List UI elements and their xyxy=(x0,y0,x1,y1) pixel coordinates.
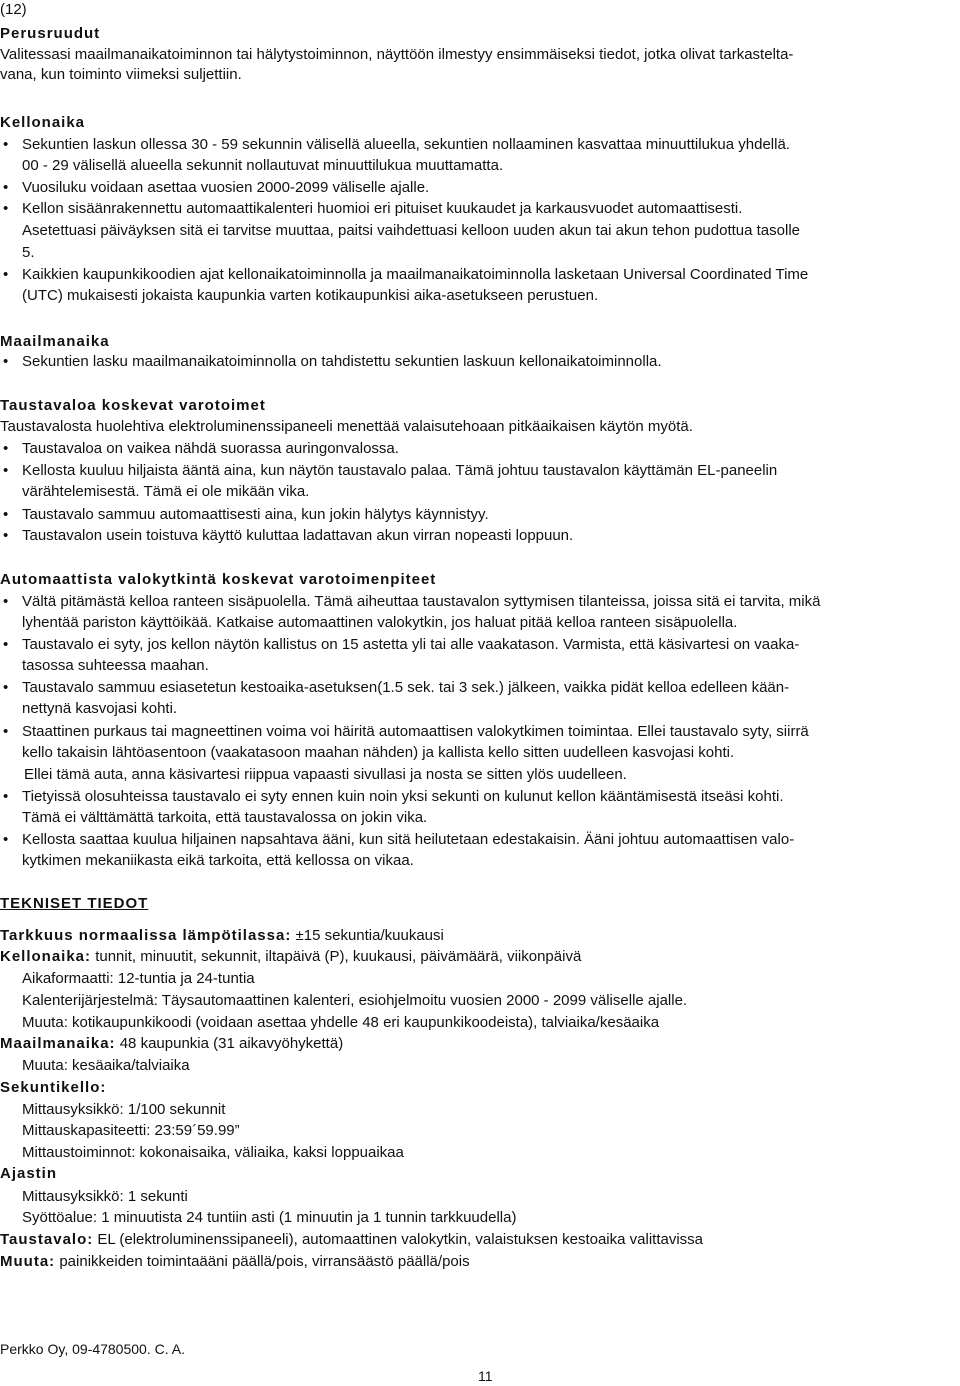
paragraph-line: Valitessasi maailmanaikatoiminnon tai hälytystoiminnon, näyttöön ilmestyy ensimmäiseksi tiedot, jotka olivat tarkasteltа- xyxy=(0,46,794,63)
bullet-icon: • xyxy=(3,593,9,610)
spec-label: Tarkkuus normaalissa lämpötilassa: xyxy=(0,927,292,944)
bullet-icon: • xyxy=(3,636,9,653)
spec-value: tunnit, minuutit, sekunnit, iltapäivä (P), kuukausi, päivämäärä, viikonpäivä xyxy=(95,948,582,965)
heading-tekniset-tiedot: TEKNISET TIEDOT xyxy=(0,895,149,912)
bullet-icon: • xyxy=(3,179,9,196)
bullet-icon: • xyxy=(3,723,9,740)
list-item-continuation: 00 - 29 välisellä alueella sekunnit nollautuvat minuuttilukua muuttamatta. xyxy=(22,157,504,174)
paragraph-line: vana, kun toiminto viimeksi suljettiin. xyxy=(0,66,242,83)
spec-label: Kellonaika: xyxy=(0,948,92,965)
list-item: Taustavalo sammuu esiasetetun kestoaika-asetuksen(1.5 sek. tai 3 sek.) jälkeen, vaikka pidät kelloa edelleen kään- xyxy=(22,679,790,696)
spec-value: painikkeiden toimintaääni päällä/pois, virransäästö päällä/pois xyxy=(59,1253,470,1270)
list-item-continuation: Ellei tämä auta, anna käsivartesi riippua vapaasti sivullasi ja nosta se sitten ylös uudelleen. xyxy=(24,766,627,783)
list-item-continuation: tasossa suhteessa maahan. xyxy=(22,657,209,674)
list-item-continuation: 5. xyxy=(22,244,35,261)
bullet-icon: • xyxy=(3,200,9,217)
spec-other xyxy=(0,1252,470,1272)
spec-stopwatch-label: Sekuntikello: xyxy=(0,1079,107,1096)
spec-label: Taustavalo: xyxy=(0,1231,94,1248)
spec-detail: Kalenterijärjestelmä: Täysautomaattinen kalenteri, esiohjelmoitu vuosien 2000 - 2099 väliselle ajalle. xyxy=(22,992,688,1009)
spec-detail: Mittauskapasiteetti: 23:59´59.99” xyxy=(22,1122,240,1139)
footer-company: Perkko Oy, 09-4780500. C. A. xyxy=(0,1341,185,1357)
heading-perusruudut: Perusruudut xyxy=(0,25,101,42)
bullet-icon: • xyxy=(3,527,9,544)
list-item-continuation: Tämä ei välttämättä tarkoita, että taustavalossa on jokin vika. xyxy=(22,809,428,826)
heading-kellonaika: Kellonaika xyxy=(0,114,86,131)
list-item: Taustavalon usein toistuva käyttö kuluttaa ladattavan akun virran nopeasti loppuun. xyxy=(22,527,574,544)
spec-backlight xyxy=(0,1230,703,1250)
list-item: Vuosiluku voidaan asettaa vuosien 2000-2099 väliselle ajalle. xyxy=(22,179,430,196)
spec-label: Muuta: xyxy=(0,1253,56,1270)
bullet-icon: • xyxy=(3,506,9,523)
spec-detail: Mittausyksikkö: 1/100 sekunnit xyxy=(22,1101,226,1118)
bullet-icon: • xyxy=(3,831,9,848)
spec-detail: Aikaformaatti: 12-tuntia ja 24-tuntia xyxy=(22,970,255,987)
list-item: Sekuntien laskun ollessa 30 - 59 sekunnin välisellä alueella, sekuntien nollaaminen kasvattaa minuuttilukua yhdellä. xyxy=(22,136,790,153)
spec-detail: Muuta: kotikaupunkikoodi (voidaan asettaa yhdelle 48 eri kaupunkikoodeista), talviaika/kesäaika xyxy=(22,1014,660,1031)
list-item: Taustavalo sammuu automaattisesti aina, kun jokin hälytys käynnistyy. xyxy=(22,506,489,523)
list-item-continuation: (UTC) mukaisesti jokaista kaupunkia varten kotikaupunkisi aika-asetukseen perustuen. xyxy=(22,287,599,304)
bullet-icon: • xyxy=(3,462,9,479)
spec-value: 48 kaupunkia (31 aikavyöhykettä) xyxy=(119,1035,344,1052)
spec-detail: Syöttöalue: 1 minuutista 24 tuntiin asti (1 minuutin ja 1 tunnin tarkkuudella) xyxy=(22,1209,517,1226)
spec-accuracy xyxy=(0,926,444,946)
list-item-continuation: värähtelemisestä. Tämä ei ole mikään vika. xyxy=(22,483,310,500)
heading-taustavalo: Taustavaloa koskevat varotoimet xyxy=(0,397,266,414)
spec-detail: Mittausyksikkö: 1 sekunti xyxy=(22,1188,188,1205)
bullet-icon: • xyxy=(3,136,9,153)
list-item-continuation: nettynä kasvojasi kohti. xyxy=(22,700,178,717)
spec-label: Maailmanaika: xyxy=(0,1035,116,1052)
bullet-icon: • xyxy=(3,440,9,457)
list-item: Tietyissä olosuhteissa taustavalo ei syty ennen kuin noin yksi sekunti on kulunut kellon kääntämisestä itseäsi kohti. xyxy=(22,788,784,805)
list-item: Taustavalo ei syty, jos kellon näytön kallistus on 15 astetta yli tai alle vaakatason. Varmista, että käsivartesi on vaaka- xyxy=(22,636,800,653)
list-item-continuation: lyhentää pariston käyttöikää. Katkaise automaattinen valokytkin, jos haluat pitää kelloa ranteen sisäpuolella. xyxy=(22,614,738,631)
list-item-continuation: kytkimen mekaniikasta eikä tarkoita, että kellossa on vikaa. xyxy=(22,852,414,869)
bullet-icon: • xyxy=(3,679,9,696)
spec-world-time xyxy=(0,1034,343,1054)
page-section-number: (12) xyxy=(0,1,27,18)
heading-maailmanaika: Maailmanaika xyxy=(0,333,110,350)
list-item: Sekuntien lasku maailmanaikatoiminnolla on tahdistettu sekuntien laskuun kellonaikatoiminnolla. xyxy=(22,353,662,370)
bullet-icon: • xyxy=(3,266,9,283)
spec-detail: Muuta: kesäaika/talviaika xyxy=(22,1057,190,1074)
spec-value: EL (elektroluminenssipaneeli), automaattinen valokytkin, valaistuksen kestoaika valittavissa xyxy=(97,1231,704,1248)
spec-timer-label: Ajastin xyxy=(0,1165,58,1182)
bullet-icon: • xyxy=(3,788,9,805)
page-number: 11 xyxy=(478,1368,493,1384)
spec-detail: Mittaustoiminnot: kokonaisaika, väliaika, kaksi loppuaikaa xyxy=(22,1144,404,1161)
list-item: Kellosta kuuluu hiljaista ääntä aina, kun näytön taustavalo palaa. Tämä johtuu taustavalon käyttämän EL-paneelin xyxy=(22,462,778,479)
list-item: Kellon sisäänrakennettu automaattikalenteri huomioi eri pituiset kuukaudet ja karkausvuodet automaattisesti. xyxy=(22,200,743,217)
list-item-continuation: kello takaisin lähtöasentoon (vaakatasoon maahan nähden) ja kallista kello sitten uudelleen kasvojasi kohti. xyxy=(22,744,735,761)
list-item-continuation: Asetettuasi päiväyksen sitä ei tarvitse muuttaa, paitsi vaihdettuasi kelloon uuden akun tai akun tehon pudottua tasolle xyxy=(22,222,800,239)
bullet-icon: • xyxy=(3,353,9,370)
heading-valokytkin: Automaattista valokytkintä koskevat varotoimenpiteet xyxy=(0,571,437,588)
list-item: Taustavaloa on vaikea nähdä suorassa auringonvalossa. xyxy=(22,440,399,457)
list-item: Kaikkien kaupunkikoodien ajat kellonaikatoiminnolla ja maailmanaikatoiminnolla lasketaan Universal Coordinated Time xyxy=(22,266,809,283)
paragraph-line: Taustavalosta huolehtiva elektroluminenssipaneeli menettää valaisutehoaan pitkäaikaisen käytön myötä. xyxy=(0,418,693,435)
spec-clock xyxy=(0,947,581,967)
list-item: Kellosta saattaa kuulua hiljainen napsahtava ääni, kun sitä heilutetaan edestakaisin. Ääni johtuu automaattisen valo- xyxy=(22,831,795,848)
list-item: Vältä pitämästä kelloa ranteen sisäpuolella. Tämä aiheuttaa taustavalon syttymisen tilanteissa, joissa sitä ei tarvita, mikä xyxy=(22,593,821,610)
spec-value: ±15 sekuntia/kuukausi xyxy=(295,927,444,944)
list-item: Staattinen purkaus tai magneettinen voima voi häiritä automaattisen valokytkimen toimintaa. Ellei taustavalo syty, siirrä xyxy=(22,723,809,740)
